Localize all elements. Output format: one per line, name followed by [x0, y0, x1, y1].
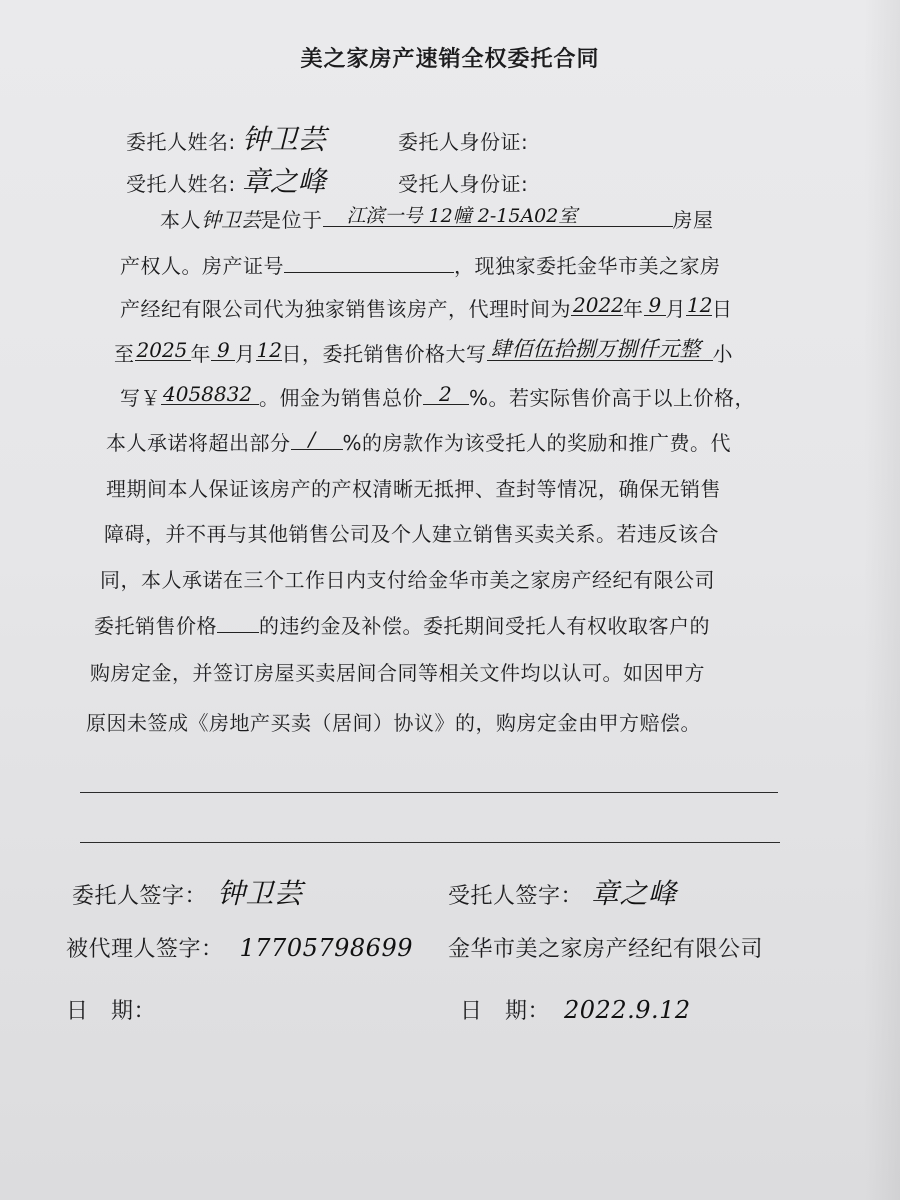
commission-rate-blank: [423, 382, 469, 406]
address-blank: [323, 205, 673, 227]
paper-edge-shadow: [864, 0, 900, 1200]
represented-sign-row: [66, 932, 413, 963]
contract-title: 美之家房产速销全权委托合同: [300, 47, 600, 72]
body-text: 的违约金及补偿。委托期间受托人有权收取客户的: [259, 614, 710, 638]
body-text: %的房款作为该受托人的奖励和推广费。代: [342, 431, 732, 455]
body-line-12: 原因未签成《房地产买卖（居间）协议》的，购房定金由甲方赔偿。: [86, 711, 701, 735]
agent-sign-label: 受托人签字：: [448, 884, 584, 909]
excess-rate-blank: [291, 427, 343, 451]
body-text: 本人承诺将超出部分: [106, 431, 291, 455]
start-month-blank: [644, 293, 666, 317]
end-day-blank: [256, 338, 282, 362]
principal-id-label: 委托人身份证:: [398, 130, 529, 154]
body-text: 。佣金为销售总价: [259, 386, 423, 410]
body-text: 是位于: [261, 208, 323, 232]
body-text: 月: [235, 342, 256, 366]
principal-sign-label: 委托人签字：: [72, 884, 208, 909]
penalty-blank: [217, 614, 259, 633]
start-month-handwriting: 9: [648, 293, 662, 317]
body-line-6: [106, 427, 731, 456]
agent-name-label: 受托人姓名:: [126, 172, 236, 196]
principal-name-handwriting: 钟卫芸: [241, 123, 326, 156]
end-month-handwriting: 9: [217, 338, 230, 362]
body-text: 产经纪有限公司代为独家销售该房产，代理时间为: [120, 297, 571, 321]
date-row-right: [460, 994, 691, 1025]
body-line-8: 障碍，并不再与其他销售公司及个人建立销售买卖关系。若违反该合: [104, 522, 719, 546]
represented-sign-label: 被代理人签字：: [66, 937, 224, 962]
agent-id-label: 受托人身份证:: [398, 172, 529, 196]
property-cert-blank: [284, 254, 454, 273]
agent-name-handwriting: 章之峰: [241, 165, 326, 198]
end-year-handwriting: 2025: [136, 338, 188, 362]
body-text: 写￥: [120, 386, 161, 410]
body-text: 月: [665, 297, 686, 321]
date-label-right: 日 期：: [460, 999, 551, 1024]
company-name: 金华市美之家房产经纪有限公司: [448, 937, 764, 962]
start-day-handwriting: 12: [687, 293, 713, 317]
date-handwriting-right: 2022.9.12: [564, 996, 691, 1024]
principal-signature: 钟卫芸: [217, 877, 303, 910]
start-year-handwriting: 2022: [573, 293, 624, 317]
start-year-blank: [571, 293, 624, 317]
body-text: 房屋: [672, 208, 714, 232]
body-line-3: [120, 293, 733, 322]
price-words-handwriting: 肆佰伍拾捌万捌仟元整: [490, 337, 701, 361]
body-text: 年: [623, 297, 644, 321]
body-text: 本人: [160, 208, 201, 232]
date-row-left: [66, 994, 156, 1025]
price-number-handwriting: 4058832: [163, 382, 253, 406]
body-line-1: [160, 204, 714, 233]
start-day-blank: [686, 293, 713, 317]
agent-name-row: [126, 160, 326, 200]
date-label-left: 日 期：: [66, 999, 157, 1024]
end-day-handwriting: 12: [256, 338, 282, 362]
body-text: 至: [114, 342, 135, 366]
body-text: 日，委托销售价格大写: [281, 342, 487, 366]
represented-signature: 17705798699: [239, 934, 413, 962]
commission-rate-handwriting: 2: [439, 382, 452, 406]
body-line-5: [120, 382, 755, 411]
address-handwriting: 江滨一号 12幢 2-15A02室: [346, 205, 578, 227]
body-text: 日: [712, 297, 733, 321]
body-line-9: 同，本人承诺在三个工作日内支付给金华市美之家房产经纪有限公司: [100, 568, 715, 592]
blank-rule-1: [80, 792, 778, 793]
body-line-2: [120, 250, 721, 279]
body-text: ，现独家委托金华市美之家房: [454, 254, 721, 278]
blank-rule-2: [80, 842, 780, 843]
body-text: 委托销售价格: [94, 614, 217, 638]
body-text: %。若实际售价高于以上价格，: [469, 386, 756, 410]
principal-name-row: [126, 118, 326, 158]
price-words-blank: [487, 337, 713, 361]
body-text: 产权人。房产证号: [120, 254, 284, 278]
agent-signature: 章之峰: [591, 877, 677, 910]
body-line-4: [114, 338, 733, 367]
body-line-7: 理期间本人保证该房产的产权清晰无抵押、查封等情况，确保无销售: [106, 477, 721, 501]
price-number-blank: [161, 382, 259, 406]
body-text: 年: [190, 342, 211, 366]
end-month-blank: [211, 338, 235, 362]
principal-id-row: [398, 126, 528, 155]
agent-id-row: [398, 168, 528, 197]
body-line-11: 购房定金，并签订房屋买卖居间合同等相关文件均以认可。如因甲方: [90, 661, 705, 685]
principal-name-label: 委托人姓名:: [126, 130, 236, 154]
owner-name-handwriting: 钟卫芸: [201, 208, 261, 232]
end-year-blank: [135, 338, 191, 362]
body-line-10: [94, 610, 710, 639]
company-name-row: [448, 932, 763, 963]
principal-sign-row: [72, 872, 303, 912]
agent-sign-row: [448, 872, 677, 912]
body-text: 小: [712, 342, 733, 366]
excess-rate-handwriting: /: [308, 427, 316, 451]
